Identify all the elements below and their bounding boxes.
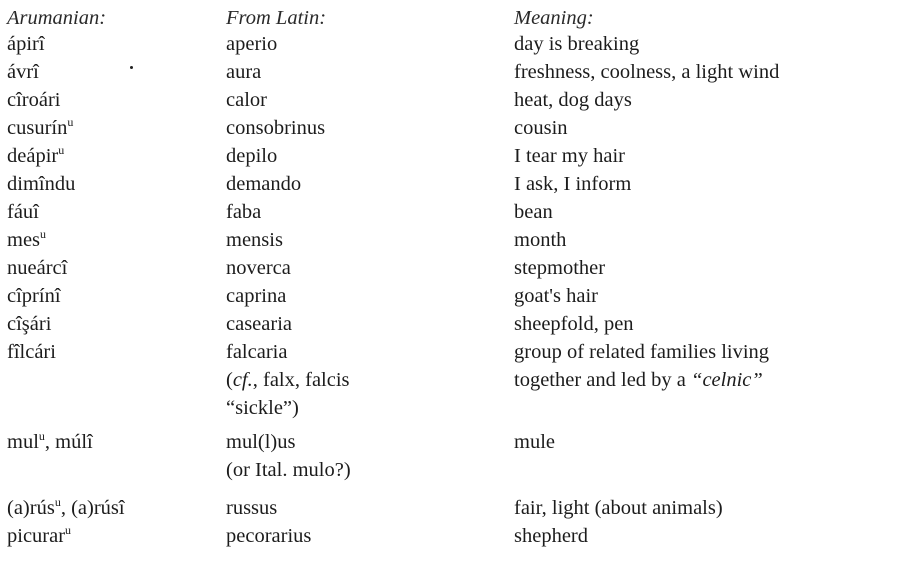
- arumanian-word: fîlcári: [7, 341, 56, 363]
- meaning-text: group of related families living: [514, 341, 770, 363]
- table-row-continuation: [0, 366, 900, 394]
- table-row: [0, 86, 900, 114]
- arumanian-word: cîprínî: [7, 285, 61, 307]
- header-meaning: Meaning:: [514, 7, 594, 29]
- table-row: [0, 282, 900, 310]
- table-header: [0, 4, 900, 32]
- latin-word: aura: [226, 61, 262, 83]
- header-arumanian: Arumanian:: [7, 7, 107, 29]
- table-row: [0, 198, 900, 226]
- meaning-text: cousin: [514, 117, 568, 139]
- table-row: [0, 310, 900, 338]
- table-row: [0, 428, 900, 456]
- latin-word: russus: [226, 497, 278, 519]
- meaning-text: month: [514, 229, 567, 251]
- meaning-text: fair, light (about animals): [514, 497, 723, 519]
- table-row: [0, 338, 900, 366]
- latin-word: demando: [226, 173, 302, 195]
- arumanian-word: fáuî: [7, 201, 39, 223]
- latin-note: “sickle”): [226, 397, 299, 419]
- meaning-text: shepherd: [514, 525, 589, 547]
- latin-word: caprina: [226, 285, 287, 307]
- meaning-text: together and led by a “celnic”: [514, 369, 763, 391]
- latin-word: calor: [226, 89, 267, 111]
- arumanian-word: mes$^u$: [7, 227, 47, 251]
- arumanian-word: ávrî: [7, 61, 39, 83]
- meaning-text: sheepfold, pen: [514, 313, 634, 335]
- table-row: [0, 142, 900, 170]
- table-row-continuation: [0, 456, 900, 484]
- header-latin: From Latin:: [226, 7, 327, 29]
- arumanian-word: cîroári: [7, 89, 61, 111]
- latin-note: (or Ital. mulo?): [226, 459, 351, 481]
- latin-word: consobrinus: [226, 117, 326, 139]
- table-row: [0, 226, 900, 254]
- arumanian-word: dimîndu: [7, 173, 76, 195]
- arumanian-word: ápirî: [7, 33, 45, 55]
- meaning-text: I tear my hair: [514, 145, 625, 167]
- arumanian-word: mul$^u$, múlî: [7, 429, 93, 453]
- meaning-text: heat, dog days: [514, 89, 632, 111]
- meaning-text: freshness, coolness, a light wind: [514, 61, 780, 83]
- arumanian-word: nueárcî: [7, 257, 68, 279]
- meaning-text: mule: [514, 431, 555, 453]
- table-row: [0, 494, 900, 522]
- arumanian-word: (a)rús$^u$, (a)rúsî: [7, 495, 125, 519]
- arumanian-word: picurar$^u$: [7, 523, 72, 547]
- table-row: [0, 30, 900, 58]
- meaning-text: bean: [514, 201, 553, 223]
- latin-word: depilo: [226, 145, 278, 167]
- meaning-text: I ask, I inform: [514, 173, 632, 195]
- table-row: [0, 170, 900, 198]
- table-row-continuation: [0, 394, 900, 422]
- latin-note: (cf., falx, falcis: [226, 369, 350, 391]
- latin-word: noverca: [226, 257, 291, 279]
- latin-word: faba: [226, 201, 262, 223]
- latin-word: mul(l)us: [226, 431, 296, 453]
- arumanian-word: deápir$^u$: [7, 143, 65, 167]
- table-row: [0, 58, 900, 86]
- table-row: [0, 114, 900, 142]
- arumanian-word: cusurín$^u$: [7, 115, 74, 139]
- latin-word: aperio: [226, 33, 278, 55]
- meaning-text: stepmother: [514, 257, 606, 279]
- table-row: [0, 254, 900, 282]
- latin-word: falcaria: [226, 341, 288, 363]
- arumanian-word: cîşári: [7, 313, 52, 335]
- latin-word: pecorarius: [226, 525, 312, 547]
- table-row: [0, 522, 900, 550]
- meaning-text: goat's hair: [514, 285, 598, 307]
- meaning-text: day is breaking: [514, 33, 640, 55]
- latin-word: casearia: [226, 313, 292, 335]
- latin-word: mensis: [226, 229, 283, 251]
